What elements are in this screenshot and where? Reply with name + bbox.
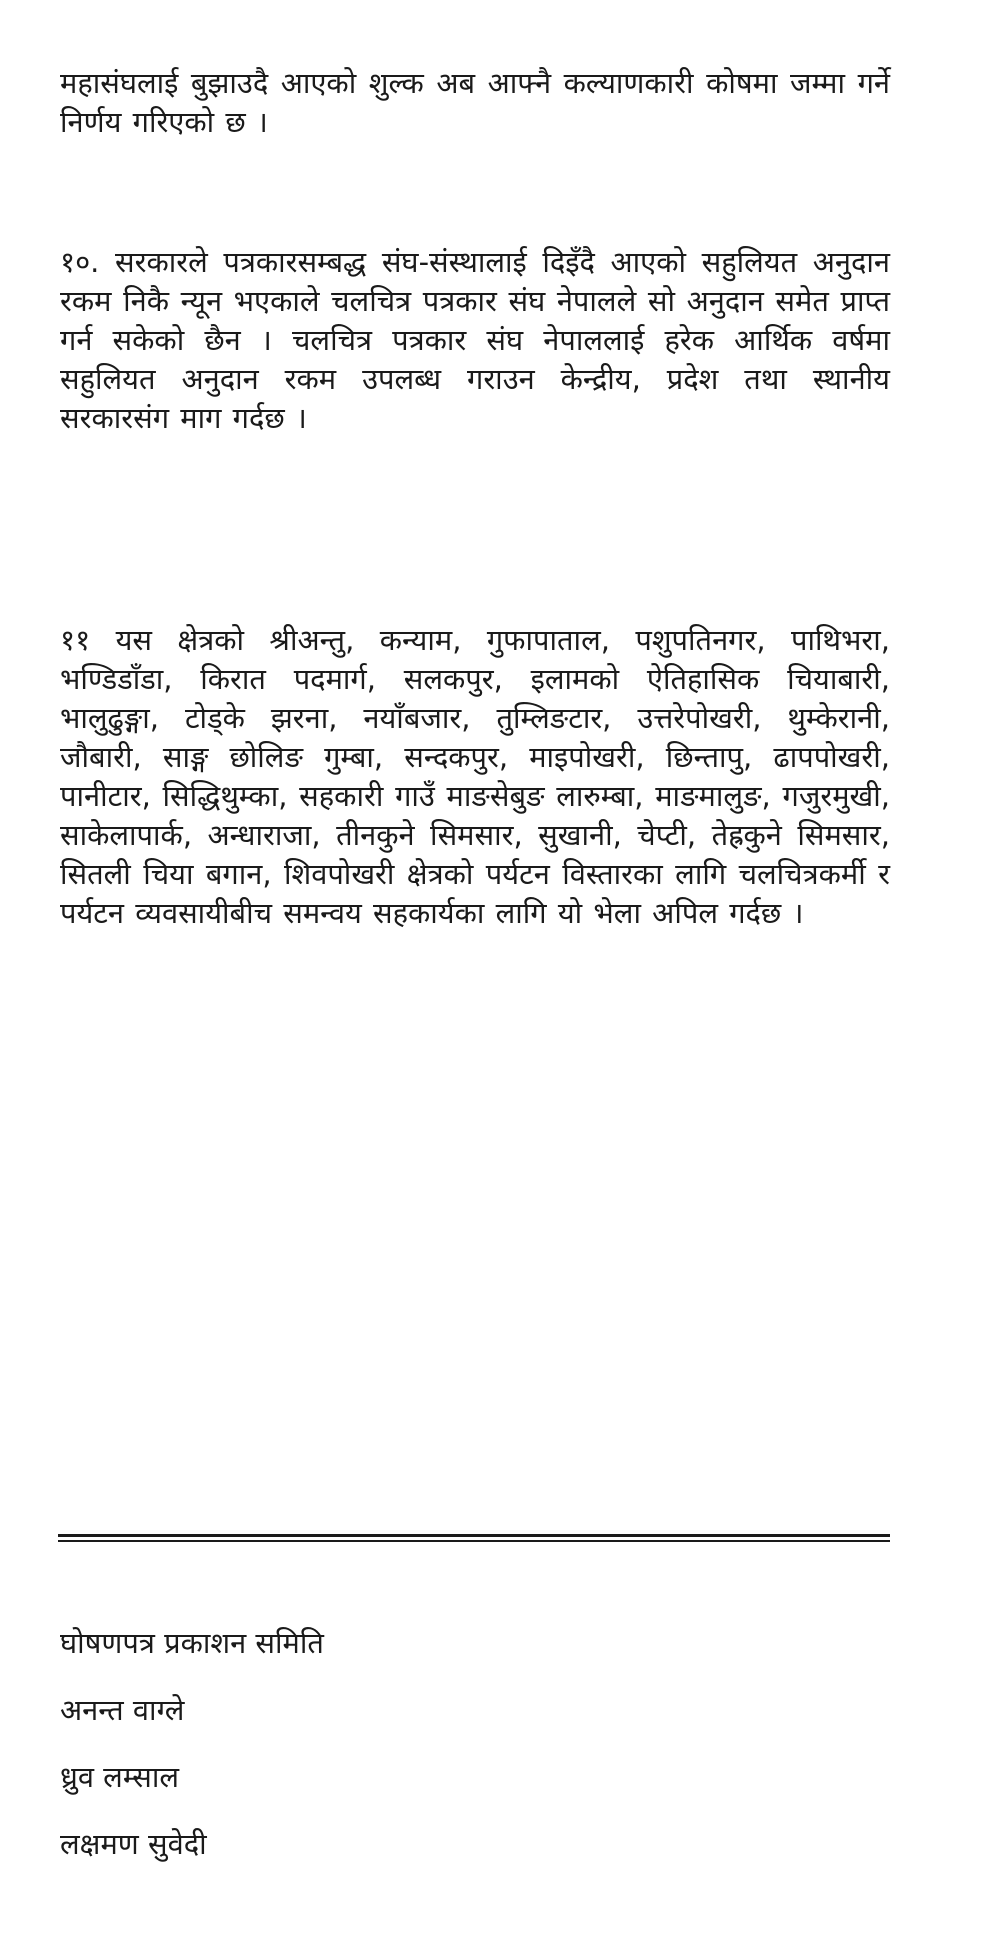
signatory-name: ध्रुव लम्साल [60, 1760, 180, 1794]
item-11-paragraph: ११ यस क्षेत्रको श्रीअन्तु, कन्याम, गुफापाताल, पशुपतिनगर, पाथिभरा, भण्डिडाँडा, किरात पदमार्ग, सलकपुर, इलामको ऐतिहासिक चियाबारी, भालुढुङ्गा, टोड्के झरना, नयाँबजार, तुम्लिङटार, उत्तरेपोखरी, थुम्केरानी, जौबारी, साङ्ग छोलिङ गुम्बा, सन्दकपुर, माइपोखरी, छिन्तापु, ढापपोखरी, पानीटार, सिद्धिथुम्का, सहकारी गाउँ माङसेबुङ लारुम्बा, माङमालुङ, गजुरमुखी, साकेलापार्क, अन्धाराजा, तीनकुने सिमसार, सुखानी, चेप्टी, तेह्रकुने सिमसार, सितली चिया बगान, शिवपोखरी क्षेत्रको पर्यटन विस्तारका लागि चलचित्रकर्मी र पर्यटन व्यवसायीबीच समन्वय सहकार्यका लागि यो भेला अपिल गर्दछ । [60, 623, 890, 930]
committee-name: घोषणपत्र प्रकाशन समिति [60, 1626, 324, 1660]
double-rule-divider [58, 1534, 890, 1542]
signatory-name: अनन्त वाग्ले [60, 1693, 185, 1727]
intro-paragraph: महासंघलाई बुझाउदै आएको शुल्क अब आफ्नै कल्याणकारी कोषमा जम्मा गर्ने निर्णय गरिएको छ । [60, 66, 890, 139]
item-10-paragraph: १०. सरकारले पत्रकारसम्बद्ध संघ-संस्थालाई दिइँदै आएको सहुलियत अनुदान रकम निकै न्यून भएकाले चलचित्र पत्रकार संघ नेपालले सो अनुदान समेत प्राप्त गर्न सकेको छैन । चलचित्र पत्रकार संघ नेपाललाई हरेक आर्थिक वर्षमा सहुलियत अनुदान रकम उपलब्ध गराउन केन्द्रीय, प्रदेश तथा स्थानीय सरकारसंग माग गर्दछ । [60, 245, 890, 435]
signatory-name: लक्षमण सुवेदी [60, 1827, 207, 1861]
